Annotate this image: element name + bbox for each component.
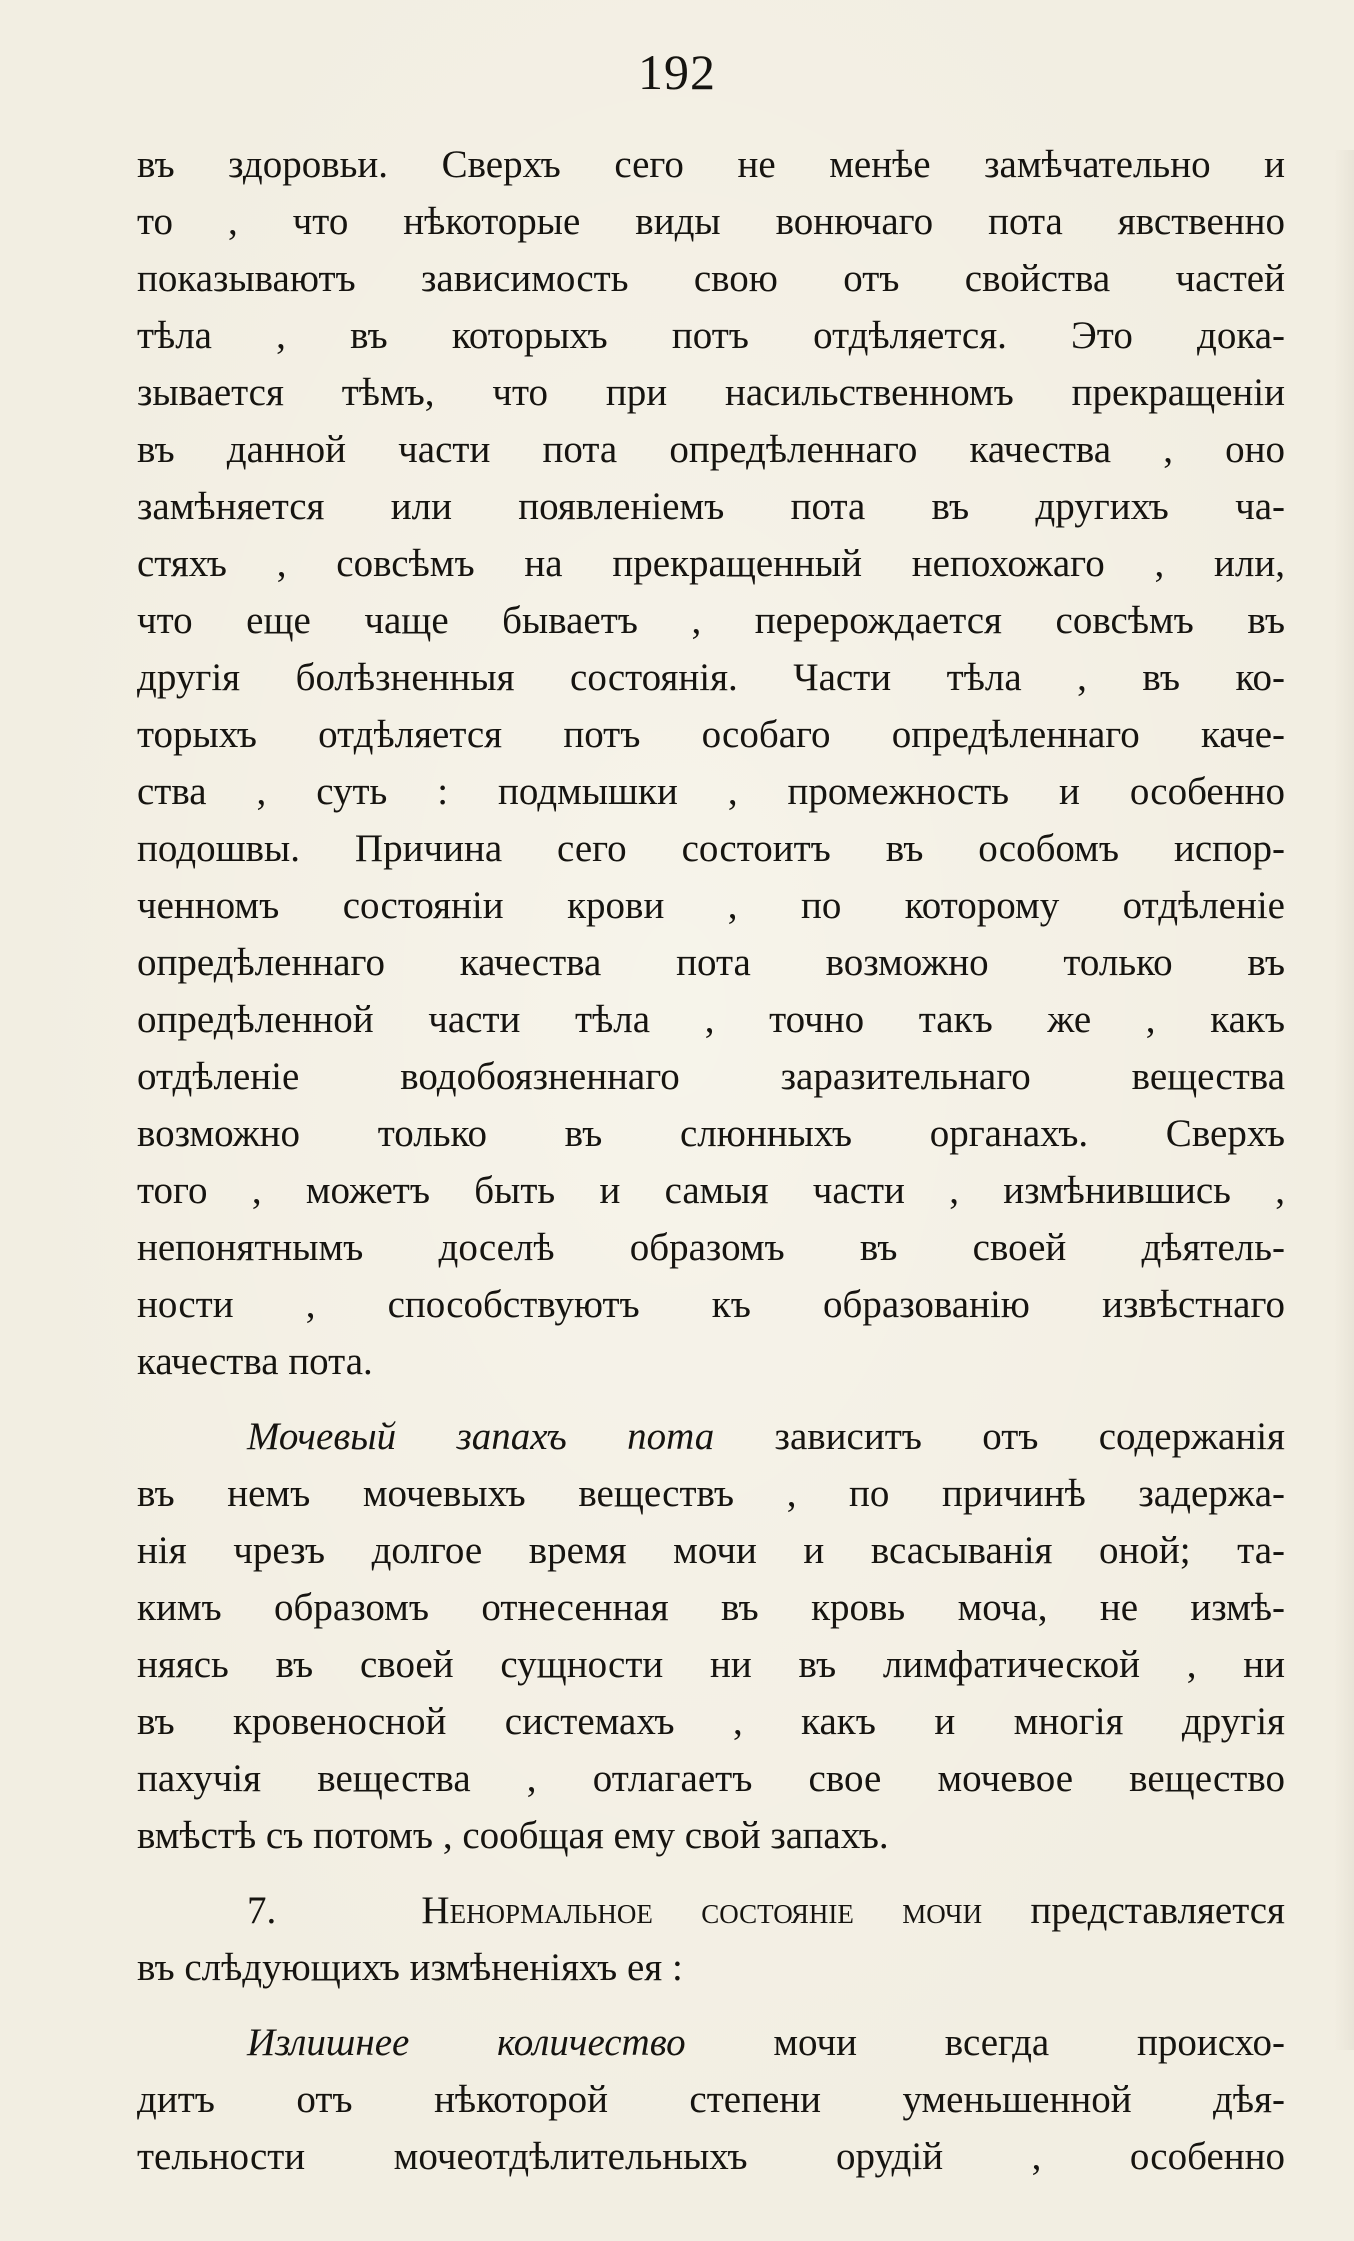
page-number: 192 <box>638 44 716 100</box>
section-heading: Ненормальное состоянiе мочи <box>421 1889 983 1932</box>
text-line <box>137 1882 1285 1939</box>
text-line: зывается тѣмъ, что при насильственномъ прекращенiи <box>137 371 1285 414</box>
text-line: въ слѣдующихъ измѣненiяхъ ея : <box>137 1946 683 1989</box>
text-line: качества пота. <box>137 1340 373 1383</box>
text-fragment: зависитъ отъ содержанiя <box>774 1415 1285 1458</box>
text-line: тѣла , въ которыхъ потъ отдѣляется. Это дока- <box>137 314 1285 357</box>
paragraph-4 <box>137 2014 1285 2185</box>
text-line: торыхъ отдѣляется потъ особаго опредѣленнаго каче- <box>137 713 1285 756</box>
text-line: замѣняется или появленiемъ пота въ другихъ ча- <box>137 485 1285 528</box>
text-line: ности , способствуютъ къ образованiю извѣстнаго <box>137 1283 1285 1326</box>
text-line: нiя чрезъ долгое время мочи и всасыванiя оной; та- <box>137 1529 1285 1572</box>
text-line: въ кровеносной системахъ , какъ и многiя другiя <box>137 1700 1285 1743</box>
text-line: опредѣленной части тѣла , точно такъ же , какъ <box>137 998 1285 1041</box>
text-line: дитъ отъ нѣкоторой степени уменьшенной дѣя- <box>137 2078 1285 2121</box>
text-line: того , можетъ быть и самыя части , измѣнившись , <box>137 1169 1285 1212</box>
paragraph-3 <box>137 1882 1285 1996</box>
text-line: въ немъ мочевыхъ веществъ , по причинѣ задержа- <box>137 1472 1285 1515</box>
paragraph-gap <box>137 1390 1285 1408</box>
page-body <box>137 136 1285 2185</box>
text-line: ства , суть : подмышки , промежность и особенно <box>137 770 1285 813</box>
text-line: стяхъ , совсѣмъ на прекращенный непохожаго , или, <box>137 542 1285 585</box>
text-line <box>137 2014 1285 2071</box>
paragraph-gap <box>137 1996 1285 2014</box>
text-line: кимъ образомъ отнесенная въ кровь моча, не измѣ- <box>137 1586 1285 1629</box>
text-line: подошвы. Причина сего состоитъ въ особомъ испор- <box>137 827 1285 870</box>
text-line: возможно только въ слюнныхъ органахъ. Сверхъ <box>137 1112 1285 1155</box>
text-fragment: мочи всегда происхо- <box>773 2021 1285 2064</box>
text-line: что еще чаще бываетъ , перерождается совсѣмъ въ <box>137 599 1285 642</box>
text-line: тельности мочеотдѣлительныхъ орудiй , особенно <box>137 2135 1285 2178</box>
paragraph-gap <box>137 1864 1285 1882</box>
page-edge-shading <box>1334 150 1354 2050</box>
text-line: непонятнымъ доселѣ образомъ въ своей дѣятель- <box>137 1226 1285 1269</box>
section-number: 7. <box>247 1889 277 1932</box>
text-line: отдѣленiе водобоязненнаго заразительнаго вещества <box>137 1055 1285 1098</box>
text-fragment: представляется <box>1030 1889 1285 1932</box>
text-line: то , что нѣкоторые виды вонючаго пота явственно <box>137 200 1285 243</box>
paragraph-1 <box>137 136 1285 1390</box>
text-line: показываютъ зависимость свою отъ свойства частей <box>137 257 1285 300</box>
text-line: ченномъ состоянiи крови , по которому отдѣленiе <box>137 884 1285 927</box>
text-line: няясь въ своей сущности ни въ лимфатической , ни <box>137 1643 1285 1686</box>
text-line: вмѣстѣ съ потомъ , сообщая ему свой запахъ. <box>137 1814 889 1857</box>
text-line: въ здоровьи. Сверхъ сего не менѣе замѣчательно и <box>137 143 1285 186</box>
text-line: другiя болѣзненныя состоянiя. Части тѣла , въ ко- <box>137 656 1285 699</box>
text-line: пахучiя вещества , отлагаетъ свое мочевое вещество <box>137 1757 1285 1800</box>
text-line <box>137 1408 1285 1465</box>
paragraph-2 <box>137 1408 1285 1864</box>
italic-term: Излишнее количество <box>247 2021 686 2064</box>
text-line: въ данной части пота опредѣленнаго качества , оно <box>137 428 1285 471</box>
italic-term: Мочевый запахъ пота <box>247 1415 715 1458</box>
text-line: опредѣленнаго качества пота возможно только въ <box>137 941 1285 984</box>
